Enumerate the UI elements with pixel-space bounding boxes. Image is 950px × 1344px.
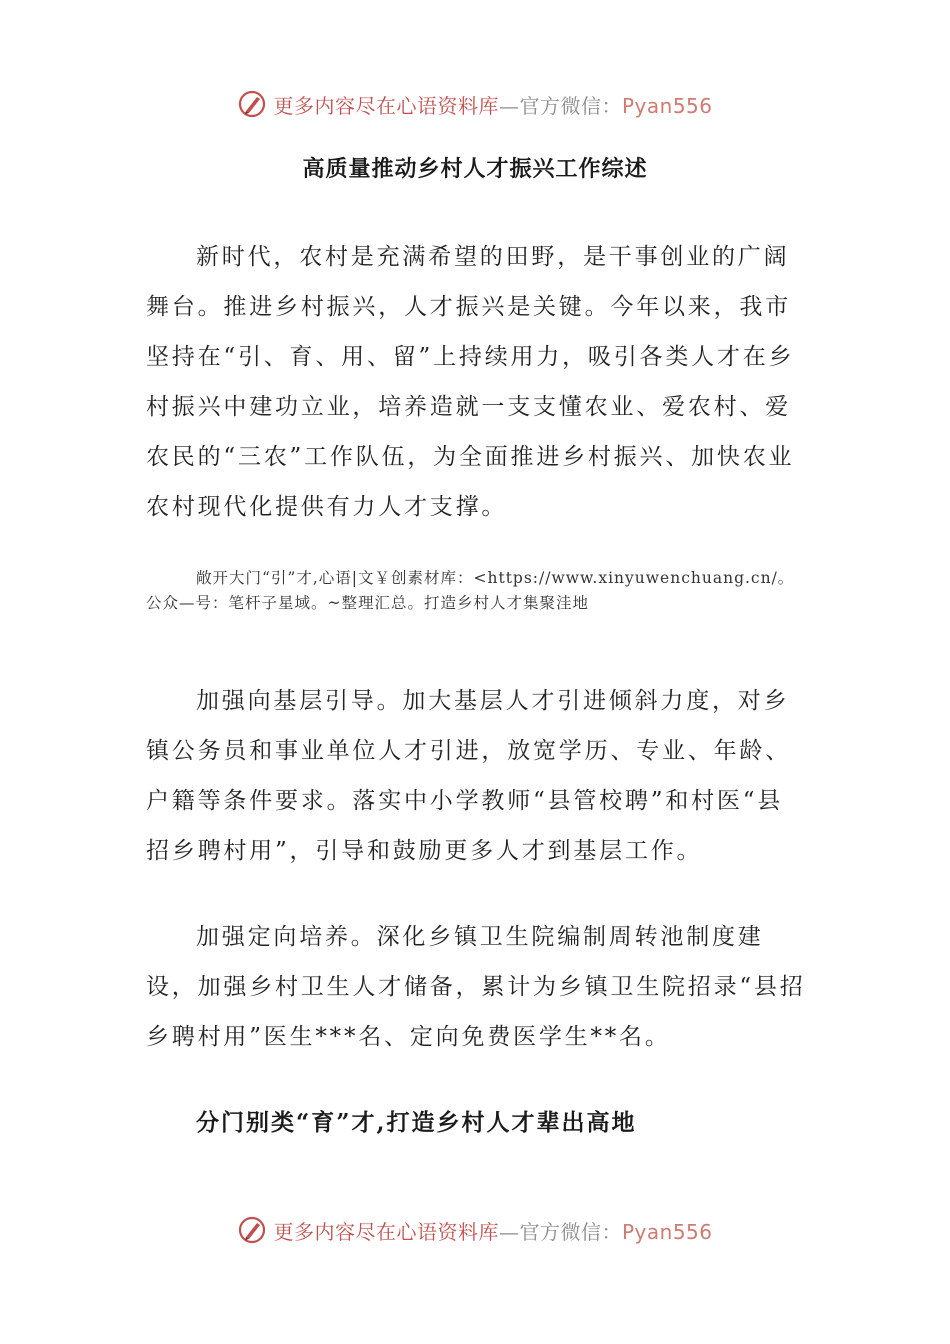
pen-circle-icon [237,89,267,119]
section-heading: 分门别类“育”才,打造乡村人才辈出高地 [196,1109,637,1136]
intro-paragraph: 新时代，农村是充满希望的田野，是干事创业的广阔舞台。推进乡村振兴，人才振兴是关键。今年以来，我市坚持在“引、育、用、留”上持续用力，吸引各类人才在乡村振兴中建功立业，培养造就一支支懂农业、爱农村、爱农民的“三农”工作队伍，为全面推进乡村振兴、加快农业农村现代化提供有力人才支撑。 [146,244,795,520]
header-watermark-banner [0,84,950,124]
banner-wechat-id: Pyan556 [621,93,713,118]
banner-wechat-label: —官方微信： [498,93,622,118]
footer-watermark-banner [0,1210,950,1250]
banner-brand-text: 更多内容尽在心语资料库 [273,1219,499,1244]
banner-text [273,1216,712,1245]
banner-brand-text: 更多内容尽在心语资料库 [273,93,499,118]
banner-text [273,90,712,119]
banner-wechat-label: —官方微信： [498,1219,622,1244]
paragraph-grassroots: 加强向基层引导。加大基层人才引进倾斜力度，对乡镇公务员和事业单位人才引进，放宽学历、专业、年龄、户籍等条件要求。落实中小学教师“县管校聘”和村医“县招乡聘村用”，引导和鼓励更多人才到基层工作。 [146,688,791,864]
document-title: 高质量推动乡村人才振兴工作综述 [302,156,648,182]
paragraph-targeted-training: 加强定向培养。深化乡镇卫生院编制周转池制度建设，加强乡村卫生人才储备，累计为乡镇卫生院招录“县招乡聘村用”医生***名、定向免费医学生**名。 [146,924,806,1050]
pen-circle-icon [237,1215,267,1245]
source-note: 敞开大门“引”才,心语|文￥创素材库：<https://www.xinyuwenchuang.cn/。公众—号：笔杆子星域。~整理汇总。打造乡村人才集聚洼地 [146,569,795,612]
banner-wechat-id: Pyan556 [621,1219,713,1244]
